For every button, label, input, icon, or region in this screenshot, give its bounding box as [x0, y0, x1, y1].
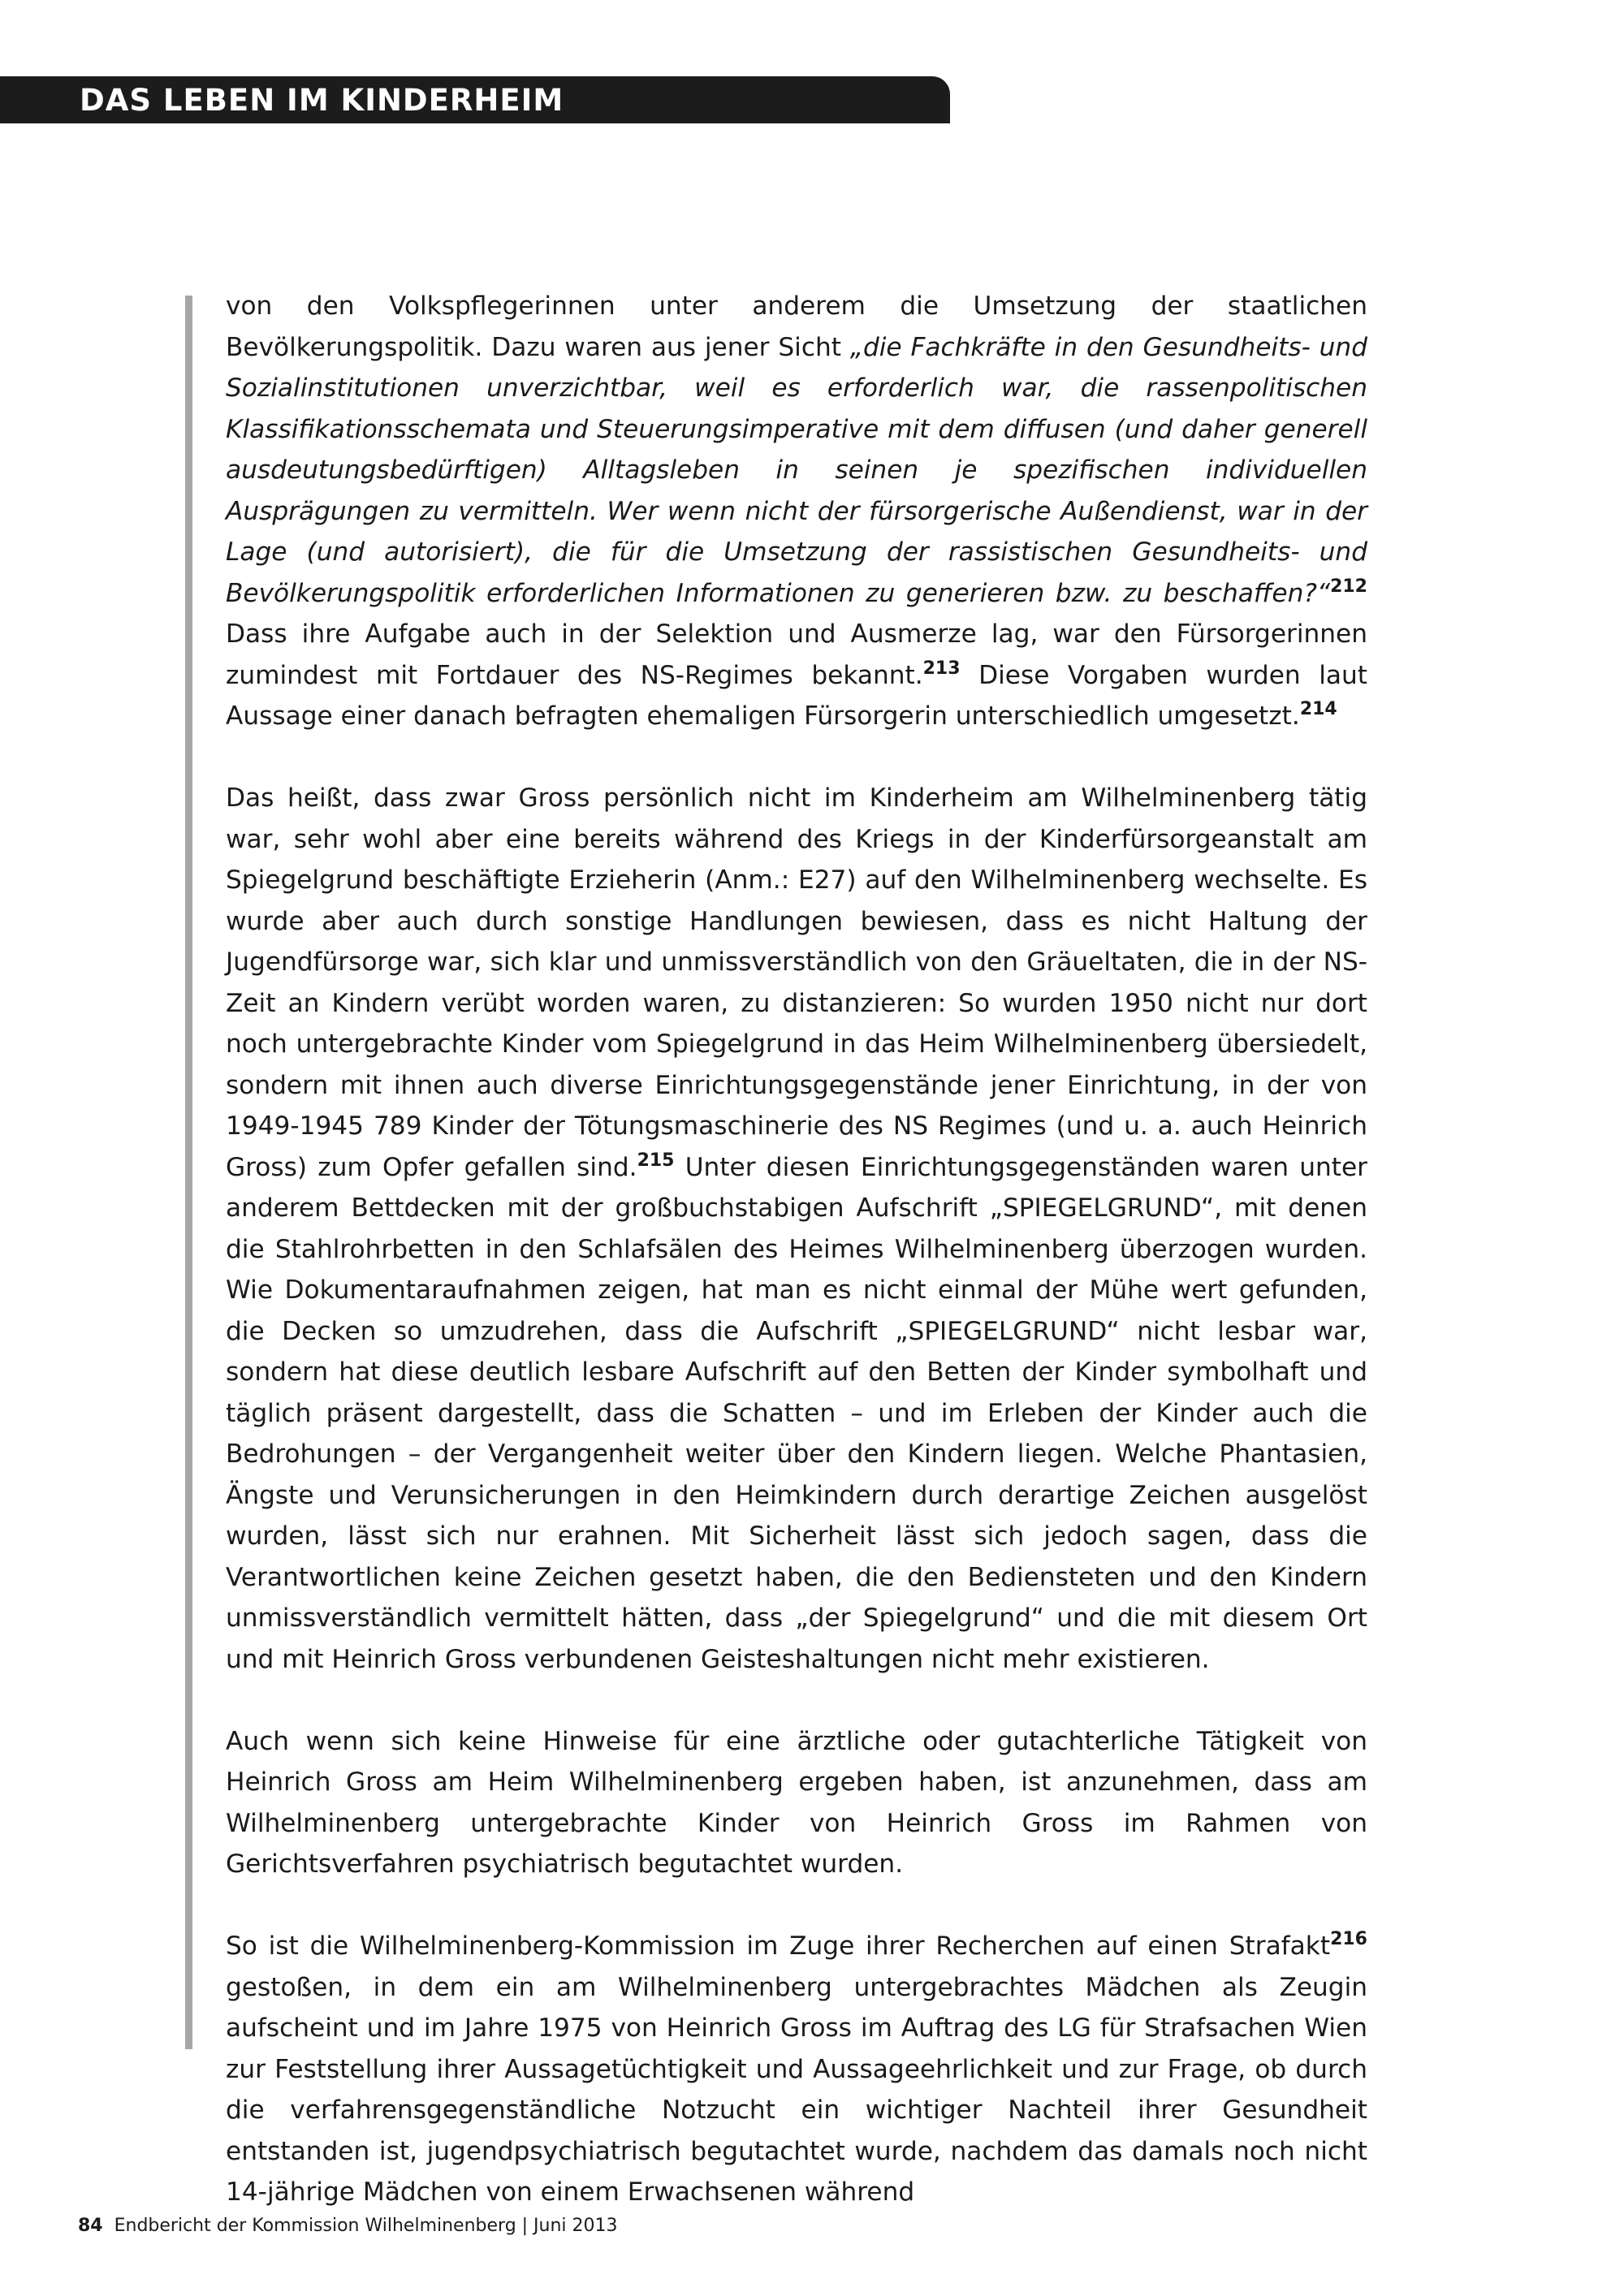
text-run: von den Volkspflegerinnen unter anderem die Umsetzung der staatlichen Bevölkerungspolitik. Dazu waren aus jener Sicht [226, 291, 1367, 362]
text-run: Dass ihre Aufgabe auch in der Selektion und Ausmerze lag, war den Fürsorgerinnen zumindest mit Fortdauer des NS-Regimes bekannt. [226, 619, 1367, 690]
footnote-ref: 212 [1330, 576, 1367, 597]
paragraph-1 [226, 286, 1367, 737]
footer-text: Endbericht der Kommission Wilhelminenberg | Juni 2013 [114, 2216, 618, 2236]
text-run: gestoßen, in dem ein am Wilhelminenberg untergebrachtes Mädchen als Zeugin aufscheint und im Jahre 1975 von Heinrich Gross im Auftrag des LG für Strafsachen Wien zur Feststellung ihrer Aussagetüchtigkeit und Aussageehrlichkeit und zur Frage, ob durch die verfahrensgegenständliche Notzucht ein wichtiger Nachteil ihrer Gesundheit entstanden ist, jugendpsychiatrisch begutachtet wurde, nachdem das damals noch nicht 14-jährige Mädchen von einem Erwachsenen während [226, 1972, 1367, 2207]
paragraph-4 [226, 1926, 1367, 2213]
quotation: „die Fachkräfte in den Gesundheits- und Sozialinstitutionen unverzichtbar, weil es erforderlich war, die rassenpolitischen Klassifikationsschemata und Steuerungsimperative mit dem diffusen (und daher generell ausdeutungsbedürftigen) Alltagsleben in seinen je spezifischen individuellen Ausprägungen zu vermitteln. Wer wenn nicht der fürsorgerische Außendienst, war in der Lage (und autorisiert), die für die Umsetzung der rassistischen Gesundheits- und Bevölkerungspolitik erforderlichen Informationen zu generieren bzw. zu beschaffen?“ [226, 332, 1367, 608]
body-text [226, 286, 1367, 2213]
footnote-ref: 215 [637, 1150, 675, 1171]
paragraph-3 [226, 1721, 1367, 1885]
paragraph-2 [226, 778, 1367, 1680]
footnote-ref: 213 [922, 658, 961, 679]
footnote-ref: 214 [1299, 698, 1337, 719]
text-run: Diese Vorgaben wurden laut Aussage einer danach befragten ehemaligen Fürsorgerin unterschiedlich umgesetzt. [226, 660, 1367, 731]
section-header-bar [0, 76, 950, 123]
page-footer [78, 2214, 618, 2238]
page-number: 84 [78, 2216, 103, 2236]
section-title: DAS LEBEN IM KINDERHEIM [80, 83, 564, 118]
side-rule [185, 296, 192, 2049]
text-run: Das heißt, dass zwar Gross persönlich nicht im Kinderheim am Wilhelminenberg tätig war, sehr wohl aber eine bereits während des Kriegs in der Kinderfürsorgeanstalt am Spiegelgrund beschäftigte Erzieherin (Anm.: E27) auf den Wilhelminenberg wechselte. Es wurde aber auch durch sonstige Handlungen bewiesen, dass es nicht Haltung der Jugendfürsorge war, sich klar und unmissverständlich von den Gräueltaten, die in der NS-Zeit an Kindern verübt worden waren, zu distanzieren: So wurden 1950 nicht nur dort noch untergebrachte Kinder vom Spiegelgrund in das Heim Wilhelminenberg übersiedelt, sondern mit ihnen auch diverse Einrichtungsgegenstände jener Einrichtung, in der von 1949-1945 789 Kinder der Tötungsmaschinerie des NS Regimes (und u. a. auch Heinrich Gross) zum Opfer gefallen sind. [226, 783, 1367, 1182]
footnote-ref: 216 [1330, 1928, 1367, 1949]
text-run: Unter diesen Einrichtungsgegenständen waren unter anderem Bettdecken mit der großbuchstabigen Aufschrift „SPIEGELGRUND“, mit denen die Stahlrohrbetten in den Schlafsälen des Heimes Wilhelminenberg überzogen wurden. Wie Dokumentaraufnahmen zeigen, hat man es nicht einmal der Mühe wert gefunden, die Decken so umzudrehen, dass die Aufschrift „SPIEGELGRUND“ nicht lesbar war, sondern hat diese deutlich lesbare Aufschrift auf den Betten der Kinder symbolhaft und täglich präsent dargestellt, dass die Schatten – und im Erleben der Kinder auch die Bedrohungen – der Vergangenheit weiter über den Kindern liegen. Welche Phantasien, Ängste und Verunsicherungen in den Heimkindern durch derartige Zeichen ausgelöst wurden, lässt sich nur erahnen. Mit Sicherheit lässt sich jedoch sagen, dass die Verantwortlichen keine Zeichen gesetzt haben, die den Bediensteten und den Kindern unmissverständlich vermittelt hätten, dass „der Spiegelgrund“ und die mit diesem Ort und mit Heinrich Gross verbundenen Geisteshaltungen nicht mehr existieren. [226, 1152, 1367, 1674]
text-run: So ist die Wilhelminenberg-Kommission im Zuge ihrer Recherchen auf einen Strafakt [226, 1931, 1331, 1961]
text-run: Auch wenn sich keine Hinweise für eine ärztliche oder gutachterliche Tätigkeit von Heinrich Gross am Heim Wilhelminenberg ergeben haben, ist anzunehmen, dass am Wilhelminenberg untergebrachte Kinder von Heinrich Gross im Rahmen von Gerichtsverfahren psychiatrisch begutachtet wurden. [226, 1726, 1367, 1879]
